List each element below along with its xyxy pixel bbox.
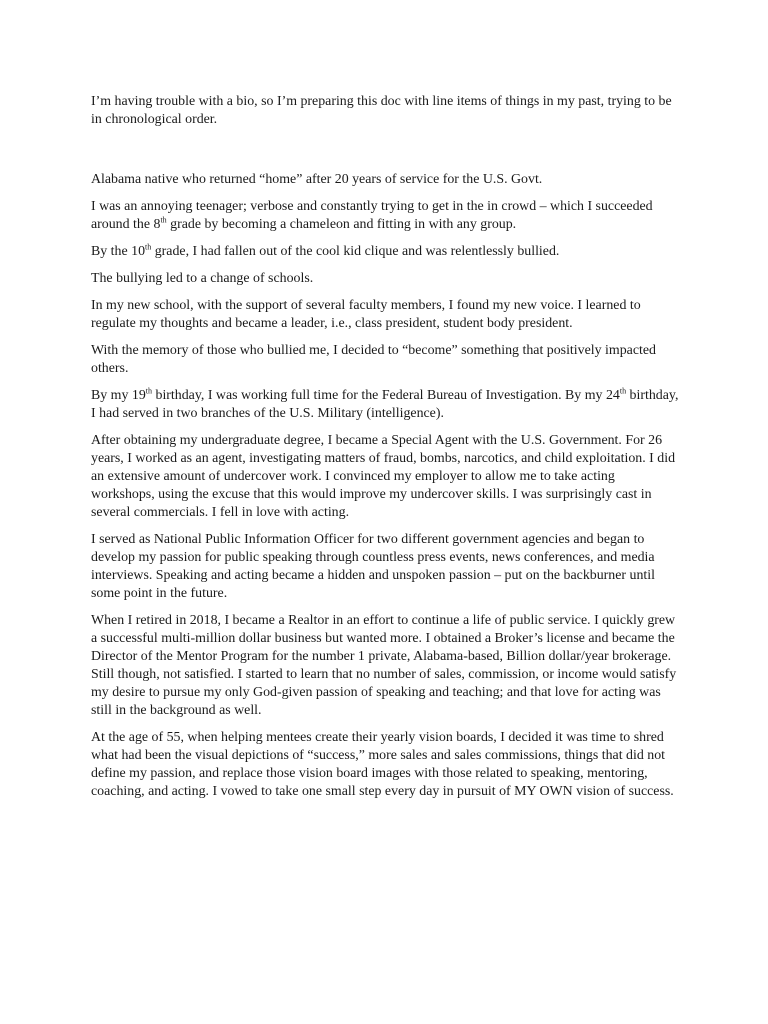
- paragraph-text: In my new school, with the support of several faculty members, I found my new voice. I learned to regulate my thoughts and became a leader, i.e., class president, student body president.: [91, 298, 641, 331]
- document-body: [91, 93, 681, 810]
- paragraph-text: The bullying led to a change of schools.: [91, 271, 314, 286]
- ordinal-superscript: th: [145, 242, 152, 252]
- bio-paragraph: [91, 729, 681, 801]
- paragraph-text: After obtaining my undergraduate degree, I became a Special Agent with the U.S. Government. For 26 years, I worked as an agent, investigating matters of fraud, bombs, narcotics, and child exploitation. I did an extensive amount of undercover work. I convinced my employer to allow me to take acting workshops, using the excuse that this would improve my undercover skills. I was surprisingly cast in several commercials. I fell in love with acting.: [91, 433, 676, 520]
- paragraph-text: Alabama native who returned “home” after 20 years of service for the U.S. Govt.: [91, 172, 543, 187]
- bio-paragraph: [91, 243, 681, 261]
- paragraph-text: With the memory of those who bullied me, I decided to “become” something that positively impacted others.: [91, 343, 656, 376]
- paragraph-text: grade by becoming a chameleon and fitting in with any group.: [166, 217, 517, 232]
- bio-paragraphs: [91, 171, 681, 801]
- bio-paragraph: [91, 297, 681, 333]
- ordinal-superscript: th: [160, 215, 167, 225]
- paragraph-text: By my 19: [91, 388, 146, 403]
- intro-paragraph: I’m having trouble with a bio, so I’m preparing this doc with line items of things in my past, trying to be in chronological order.: [91, 94, 672, 127]
- bio-paragraph: [91, 342, 681, 378]
- bio-paragraph: [91, 387, 681, 423]
- paragraph-text: birthday, I had served in two branches of the U.S. Military (intelligence).: [91, 388, 679, 421]
- bio-paragraph: [91, 612, 681, 720]
- paragraph-text: By the 10: [91, 244, 146, 259]
- paragraph-text: I served as National Public Information Officer for two different government agencies and began to develop my passion for public speaking through countless press events, news conferences, and media interviews. Speaking and acting became a hidden and unspoken passion – put on the backburner until some point in the future.: [91, 532, 655, 601]
- paragraph-text: When I retired in 2018, I became a Realtor in an effort to continue a life of public service. I quickly grew a successful multi-million dollar business but wanted more. I obtained a Broker’s license and became the Director of the Mentor Program for the number 1 private, Alabama-based, Billion dollar/year brokerage. Still though, not satisfied. I started to learn that no number of sales, commission, or income would satisfy my desire to pursue my only God-given passion of speaking and teaching; and that love for acting was still in the background as well.: [91, 613, 677, 718]
- bio-paragraph: [91, 270, 681, 288]
- bio-paragraph: [91, 531, 681, 603]
- ordinal-superscript: th: [619, 386, 627, 396]
- paragraph-text: I was an annoying teenager; verbose and constantly trying to get in the in crowd – which I succeeded around the 8: [91, 199, 653, 232]
- bio-paragraph: [91, 432, 681, 522]
- ordinal-superscript: th: [145, 386, 153, 396]
- paragraph-text: birthday, I was working full time for the Federal Bureau of Investigation. By my 24: [152, 388, 620, 403]
- paragraph-text: grade, I had fallen out of the cool kid clique and was relentlessly bullied.: [151, 244, 560, 259]
- bio-paragraph: [91, 198, 681, 234]
- paragraph-text: At the age of 55, when helping mentees create their yearly vision boards, I decided it was time to shred what had been the visual depictions of “success,” more sales and sales commissions, things that did not define my passion, and replace those vision board images with those related to speaking, mentoring, coaching, and acting. I vowed to take one small step every day in pursuit of MY OWN vision of success.: [91, 730, 674, 799]
- bio-paragraph: [91, 171, 681, 189]
